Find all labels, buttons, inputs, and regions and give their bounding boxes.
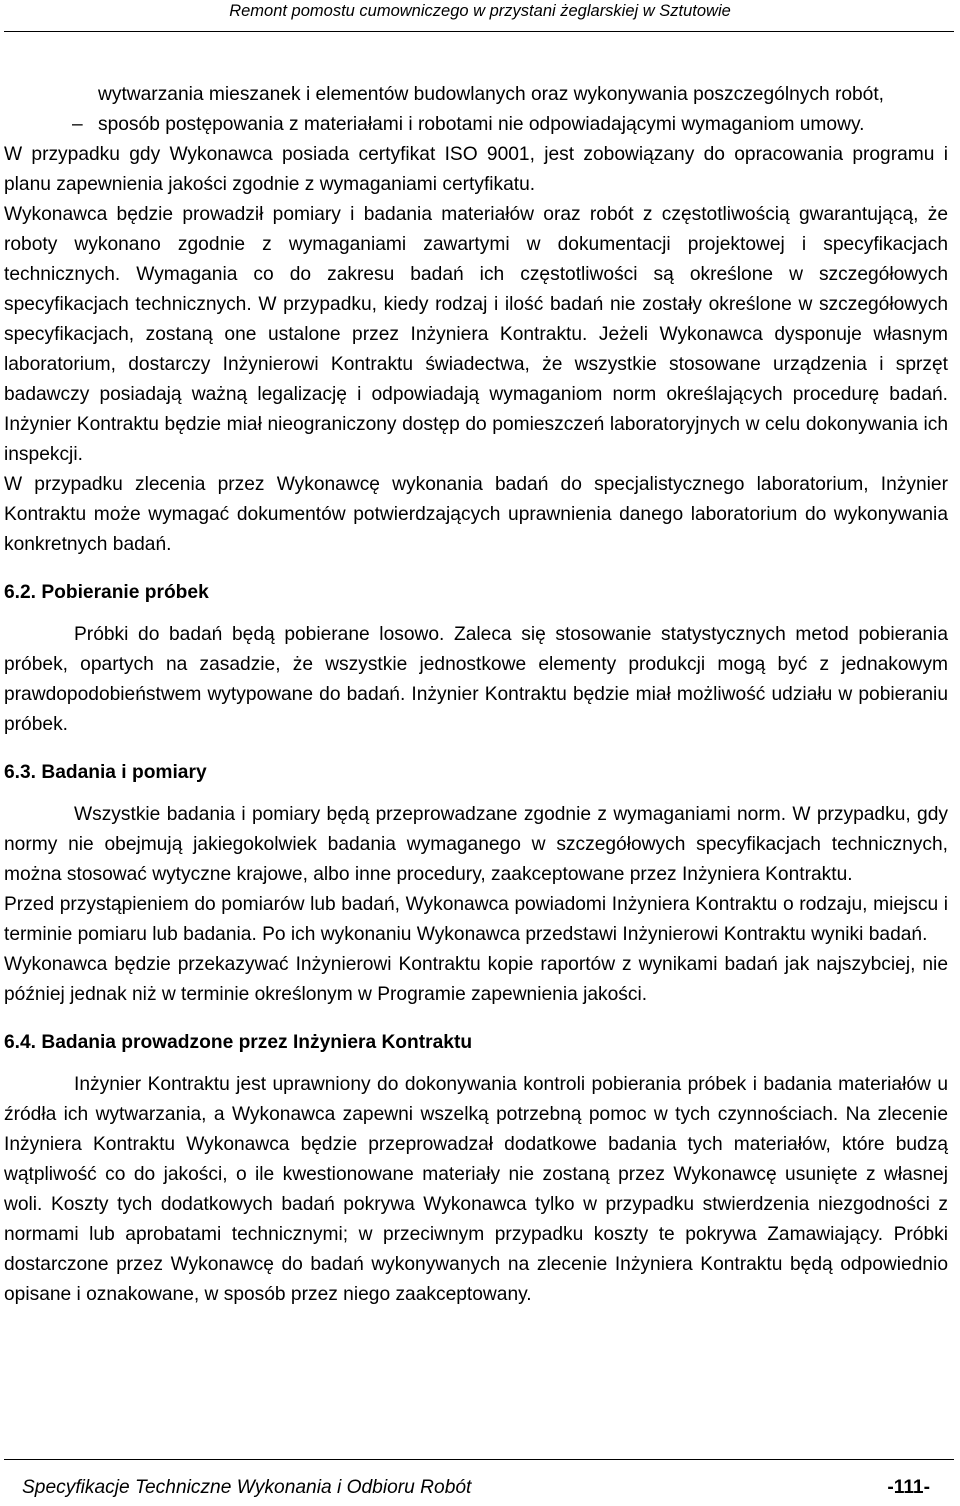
paragraph-measurements: Wykonawca będzie prowadził pomiary i badania materiałów oraz robót z częstotliwością gwarantującą, że roboty wykonano zgodnie z wymaganiami zawartymi w dokumentacji projektowej i specyfikacjach technicznych. Wymagania co do zakresu badań ich częstotliwości są określone w szczegółowych specyfikacjach technicznych. W przypadku, kiedy rodzaj i ilość badań nie zostały określone w szczegółowych specyfikacjach, zostaną one ustalone przez Inżyniera Kontraktu. Jeżeli Wykonawca dysponuje własnym laboratorium, dostarczy Inżynierowi Kontraktu świadectwa, że wszystkie stosowane urządzenia i sprzęt badawczy posiadają ważną legalizację i odpowiadają wymaganiom norm określających procedurę badań. Inżynier Kontraktu będzie miał nieograniczony dostęp do pomieszczeń laboratoryjnych w celu dokonywania ich inspekcji.: [4, 204, 948, 465]
header-divider: [4, 31, 954, 32]
list-item: [4, 110, 948, 140]
document-body: [4, 80, 948, 1310]
section-6-2-body: Próbki do badań będą pobierane losowo. Zaleca się stosowanie statystycznych metod pobierania próbek, opartych na zasadzie, że wszystkie jednostkowe elementy produkcji mogą być z jednakowym prawdopodobieństwem wytypowane do badań. Inżynier Kontraktu będzie miał możliwość udziału w pobieraniu próbek.: [4, 624, 948, 735]
page-number: -111-: [887, 1477, 930, 1498]
paragraph-iso: W przypadku gdy Wykonawca posiada certyfikat ISO 9001, jest zobowiązany do opracowania programu i planu zapewnienia jakości zgodnie z wymaganiami certyfikatu.: [4, 144, 948, 195]
list-item-text: sposób postępowania z materiałami i robotami nie odpowiadającymi wymaganiom umowy.: [98, 114, 865, 135]
page-header: [0, 0, 960, 28]
footer-divider: [4, 1459, 954, 1460]
footer-title: Specyfikacje Techniczne Wykonania i Odbioru Robót: [22, 1477, 472, 1498]
dash-bullet: –: [72, 114, 83, 135]
list-item-continued: wytwarzania mieszanek i elementów budowlanych oraz wykonywania poszczególnych robót,: [98, 84, 885, 105]
section-heading-6-3: 6.3. Badania i pomiary: [4, 762, 207, 783]
paragraph-laboratory: W przypadku zlecenia przez Wykonawcę wykonania badań do specjalistycznego laboratorium, Inżynier Kontraktu może wymagać dokumentów potwierdzających uprawnienia danego laboratorium do wykonywania konkretnych badań.: [4, 474, 948, 555]
section-heading-6-4: 6.4. Badania prowadzone przez Inżyniera Kontraktu: [4, 1032, 473, 1053]
section-6-3-body-1: Wszystkie badania i pomiary będą przeprowadzane zgodnie z wymaganiami norm. W przypadku, gdy normy nie obejmują jakiegokolwiek badania wymaganego w szczegółowych specyfikacjach technicznych, można stosować wytyczne krajowe, albo inne procedury, zaakceptowane przez Inżyniera Kontraktu.: [4, 804, 948, 885]
section-heading-6-2: 6.2. Pobieranie próbek: [4, 582, 209, 603]
header-title: Remont pomostu cumowniczego w przystani żeglarskiej w Sztutowie: [229, 2, 731, 20]
page-footer: [22, 1475, 930, 1501]
section-6-3-body-2: Przed przystąpieniem do pomiarów lub badań, Wykonawca powiadomi Inżyniera Kontraktu o rodzaju, miejscu i terminie pomiaru lub badania. Po ich wykonaniu Wykonawca przedstawi Inżynierowi Kontraktu wyniki badań.: [4, 894, 948, 945]
section-6-3-body-3: Wykonawca będzie przekazywać Inżynierowi Kontraktu kopie raportów z wynikami badań jak najszybciej, nie później jednak niż w terminie określonym w Programie zapewnienia jakości.: [4, 954, 948, 1005]
section-6-4-body: Inżynier Kontraktu jest uprawniony do dokonywania kontroli pobierania próbek i badania materiałów u źródła ich wytwarzania, a Wykonawca zapewni wszelką potrzebną pomoc w tych czynnościach. Na zlecenie Inżyniera Kontraktu Wykonawca będzie przeprowadzał dodatkowe badania tych materiałów, które budzą wątpliwość co do jakości, o ile kwestionowane materiały nie zostaną przez Wykonawcę usunięte z własnej woli. Koszty tych dodatkowych badań pokrywa Wykonawca tylko w przypadku stwierdzenia niezgodności z normami lub aprobatami technicznymi; w przeciwnym przypadku koszty te pokrywa Zamawiający. Próbki dostarczone przez Wykonawcę do badań wykonywanych na zlecenie Inżyniera Kontraktu będą odpowiednio opisane i oznakowane, w sposób przez niego zaakceptowany.: [4, 1074, 948, 1305]
